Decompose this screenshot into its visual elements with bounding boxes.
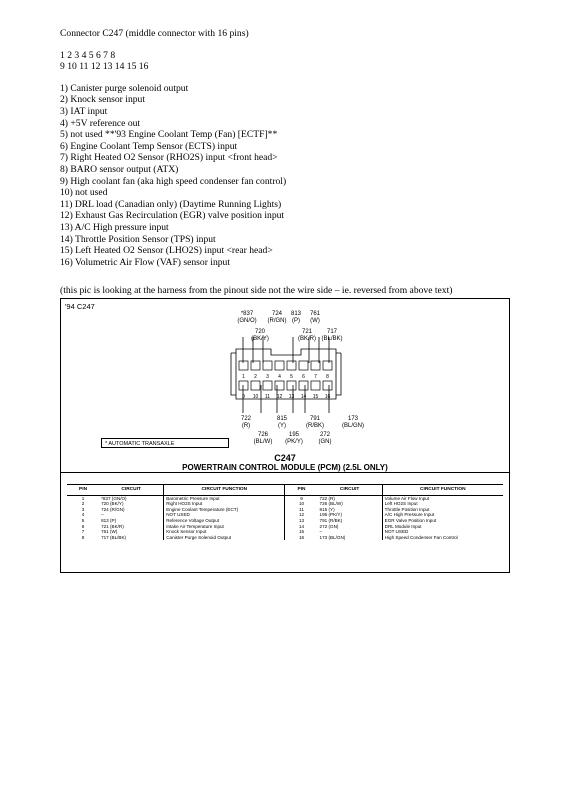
table-cell: 4 — [81, 512, 85, 518]
table-cell: 9 — [300, 495, 303, 501]
pin-number: 14 — [300, 394, 307, 400]
col-header: CIRCUIT — [318, 485, 383, 496]
table-cell: Volume Air Flow Input — [384, 495, 430, 501]
connector-id: C247 — [274, 453, 296, 463]
table-cell: 791 (R/BK) — [319, 517, 343, 523]
table-cell: 5 — [81, 517, 85, 523]
pin-cavity — [299, 361, 308, 370]
pin-list-item: 5) not used **'93 Engine Coolant Temp (Fan) [ECTF]** — [60, 129, 278, 141]
table-cell: 3 — [81, 506, 85, 512]
col-header: PIN — [285, 485, 318, 496]
table-cell: Right HO2S Input — [166, 501, 203, 507]
pin-list-item: 1) Canister purge solenoid output — [60, 82, 189, 94]
table-cell: 720 (BK/Y) — [101, 501, 124, 507]
pin-list-item: 9) High coolant fan (aka high speed condenser fan control) — [60, 175, 287, 187]
connector-figure — [60, 298, 510, 573]
table-cell: 717 (BL/BK) — [101, 534, 127, 540]
table-cell: 721 (BK/R) — [101, 523, 124, 529]
pin-cavity — [239, 361, 248, 370]
table-cell: 11 — [299, 506, 304, 512]
table-cell: 724 (R/GN) — [101, 506, 125, 512]
table-cell: 10 — [298, 501, 305, 507]
table-cell: Reference Voltage Output — [166, 517, 220, 523]
pin-cavity — [311, 381, 320, 390]
pin-list-item: 7) Right Heated O2 Sensor (RHO2S) input <front head> — [60, 152, 278, 164]
table-cell: 815 (Y) — [319, 506, 335, 512]
table-cell: 813 (P) — [101, 517, 117, 523]
table-cell: 173 (BL/GN) — [319, 534, 346, 540]
table-cell: Knock Sensor Input — [166, 529, 207, 535]
pin-number: 12 — [276, 394, 283, 400]
pin-number: 16 — [324, 394, 331, 400]
table-cell: Canister Purge Solenoid Output — [166, 534, 232, 540]
table-cell: 12 — [298, 512, 305, 518]
pinout-table — [67, 484, 503, 540]
wire-label: 195 (PK/Y) — [285, 432, 303, 445]
pin-cavity — [299, 381, 308, 390]
table-cell: NOT USED — [166, 512, 190, 518]
table-cell: – — [319, 529, 323, 535]
table-cell: 722 (R) — [319, 495, 335, 501]
table-cell: Left HO2S Input — [384, 501, 418, 507]
pin-number: 11 — [264, 394, 271, 400]
col-header: PIN — [67, 485, 99, 496]
pin-cavity — [323, 361, 332, 370]
pin-number: 4 — [278, 374, 281, 380]
pin-list-item: 15) Left Heated O2 Sensor (LHO2S) input <rear head> — [60, 245, 273, 257]
pin-list-item: 8) BARO sensor output (ATX) — [60, 163, 179, 175]
table-cell: 14 — [298, 523, 305, 529]
pin-cavity — [263, 361, 272, 370]
wire-label: 761 (W) — [309, 311, 320, 324]
pin-number: 13 — [288, 394, 295, 400]
left-function-column — [164, 495, 285, 540]
wire-label: 722 (R) — [240, 416, 251, 429]
pin-number: 7 — [314, 374, 317, 380]
pin-number: 8 — [326, 374, 329, 380]
table-cell: 726 (BL/W) — [319, 501, 343, 507]
pin-number: 9 — [242, 394, 245, 400]
table-cell: 1 — [81, 495, 85, 501]
figure-corner-label: '94 C247 — [65, 302, 95, 311]
pin-list-item: 6) Engine Coolant Temp Sensor (ECTS) input — [60, 140, 238, 152]
pin-number: 6 — [302, 374, 305, 380]
table-cell: 6 — [81, 523, 85, 529]
pin-cavity — [275, 381, 284, 390]
pin-number: 3 — [266, 374, 269, 380]
pin-cavity — [287, 381, 296, 390]
pin-cavity — [263, 381, 272, 390]
pin-number: 1 — [242, 374, 245, 380]
table-cell: DRL Module Input — [384, 523, 422, 529]
wire-label: 724 (R/GN) — [267, 311, 287, 324]
table-cell: Intake Air Temperature Input — [166, 523, 224, 529]
pin-list-item: 3) IAT input — [60, 105, 108, 117]
table-cell: Barometric Pressure Input — [166, 495, 220, 501]
module-title: POWERTRAIN CONTROL MODULE (PCM) (2.5L ONLY) — [61, 463, 509, 473]
table-cell: 272 (GN) — [319, 523, 339, 529]
pin-function-list — [60, 83, 530, 269]
right-circuit-column — [318, 495, 383, 540]
pin-number: 15 — [312, 394, 319, 400]
wire-label: 173 (BL/GN) — [341, 416, 364, 429]
table-cell: 195 (PK/Y) — [319, 512, 342, 518]
connector-heading: Connector C247 (middle connector with 16 pins) — [60, 28, 249, 39]
wire-label: 813 (P) — [290, 311, 301, 324]
left-pin-column — [67, 495, 99, 540]
wire-label: 717 (BL/BK) — [321, 329, 343, 342]
pin-list-item: 12) Exhaust Gas Recirculation (EGR) valve position input — [60, 210, 285, 222]
pin-list-item: 10) not used — [60, 187, 108, 199]
table-cell: 8 — [81, 534, 85, 540]
col-header: CIRCUIT FUNCTION — [382, 485, 503, 496]
orientation-note: (this pic is looking at the harness from the pinout side not the wire side – ie. reversed from above text) — [60, 285, 453, 297]
right-function-column — [382, 495, 503, 540]
wire-label: 721 (BK/R) — [298, 329, 316, 342]
table-cell: *837 (GN/O) — [101, 495, 127, 501]
table-cell: 2 — [81, 501, 85, 507]
pin-list-item: 14) Throttle Position Sensor (TPS) input — [60, 233, 216, 245]
table-cell: – — [101, 512, 104, 518]
pin-order-row-2: 9 10 11 12 13 14 15 16 — [60, 61, 149, 73]
pin-cavity — [251, 361, 260, 370]
pin-number: 10 — [252, 394, 259, 400]
table-cell: High Speed Condenser Fan Control — [384, 534, 458, 540]
col-header: CIRCUIT FUNCTION — [164, 485, 285, 496]
left-circuit-column — [99, 495, 164, 540]
pin-order-row-1: 1 2 3 4 5 6 7 8 — [60, 49, 116, 61]
pin-cavity — [275, 361, 284, 370]
wire-label: 726 (BL/W) — [253, 432, 273, 445]
col-header: CIRCUIT — [99, 485, 164, 496]
pin-cavity — [287, 361, 296, 370]
table-cell: Throttle Position Input — [384, 506, 430, 512]
wire-label: 272 (GN) — [318, 432, 332, 445]
pin-number: 5 — [290, 374, 293, 380]
automatic-transaxle-note: * AUTOMATIC TRANSAXLE — [101, 438, 229, 448]
pin-cavity — [251, 381, 260, 390]
connector-diagram — [221, 337, 351, 413]
table-cell: 15 — [298, 529, 305, 535]
document-text — [60, 28, 530, 297]
wire-label: 720 (BK/Y) — [251, 329, 269, 342]
table-cell: NOT USED — [384, 529, 409, 535]
table-cell: 16 — [298, 534, 305, 540]
pin-list-item: 16) Volumetric Air Flow (VAF) sensor input — [60, 256, 231, 268]
pin-list-item: 11) DRL load (Canadian only) (Daytime Running Lights) — [60, 198, 282, 210]
right-pin-column — [285, 495, 318, 540]
table-cell: 13 — [298, 517, 305, 523]
wire-label: 815 (Y) — [276, 416, 287, 429]
wire-label: 791 (R/BK) — [306, 416, 324, 429]
table-cell: 7 — [81, 529, 85, 535]
pin-list-item: 13) A/C High pressure input — [60, 221, 169, 233]
table-cell: Engine Coolant Temperature (ECT) — [166, 506, 239, 512]
table-cell: 761 (W) — [101, 529, 118, 535]
wire-label: *837 (GN/O) — [237, 311, 257, 324]
pin-cavity — [323, 381, 332, 390]
table-cell: A/C High Pressure Input — [384, 512, 435, 518]
pin-list-item: 4) +5V reference out — [60, 117, 141, 129]
pin-list-item: 2) Knock sensor input — [60, 94, 145, 106]
pin-cavity — [239, 381, 248, 390]
pin-number: 2 — [254, 374, 257, 380]
table-cell: EGR Valve Position Input — [384, 517, 437, 523]
